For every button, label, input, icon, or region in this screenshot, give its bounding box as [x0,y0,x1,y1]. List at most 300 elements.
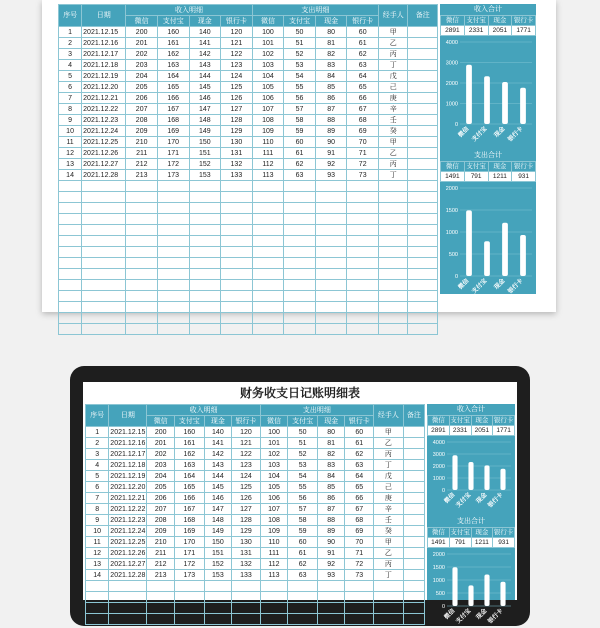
cell-income: 121 [232,438,261,449]
cell-income: 132 [221,159,253,170]
cell-income: 147 [189,104,221,115]
cell-handler: 己 [378,82,407,93]
cell-empty [408,280,438,291]
cell-empty [288,592,318,603]
header-column: 银行卡 [221,16,253,27]
cell-income: 200 [147,427,175,438]
table-row [59,49,438,60]
cell-empty [82,247,126,258]
y-tick-label: 2000 [445,186,458,192]
summary-label: 支付宝 [464,162,488,172]
cell-empty [408,214,438,225]
cell-empty [157,236,189,247]
y-tick-label: 0 [454,274,458,280]
cell-note [403,460,424,471]
cell-empty [189,247,221,258]
cell-empty [378,313,407,324]
cell-expense: 60 [345,427,374,438]
cell-empty [347,214,379,225]
cell-income: 133 [232,570,261,581]
y-tick-label: 3000 [432,452,445,458]
cell-income: 207 [147,504,175,515]
cell-income: 153 [204,570,232,581]
cell-empty [189,291,221,302]
cell-empty [82,258,126,269]
cell-expense: 109 [260,526,288,537]
table-row [86,537,425,548]
cell-expense: 100 [260,427,288,438]
cell-date: 2021.12.16 [82,38,126,49]
cell-expense: 84 [315,71,347,82]
cell-expense: 111 [252,148,284,159]
cell-expense: 57 [284,104,316,115]
table-row [86,570,425,581]
cell-expense: 108 [252,115,284,126]
cell-seq: 7 [59,93,82,104]
cell-expense: 62 [284,159,316,170]
cell-date: 2021.12.17 [82,49,126,60]
cell-seq: 1 [59,27,82,38]
cell-income: 122 [221,49,253,60]
cell-income: 201 [147,438,175,449]
cell-empty [403,603,424,614]
cell-expense: 86 [317,493,345,504]
cell-expense: 64 [345,471,374,482]
header-column: 微信 [126,16,158,27]
cell-empty [147,614,175,625]
cell-empty [408,313,438,324]
cell-empty [221,258,253,269]
cell-expense: 55 [288,482,318,493]
cell-empty [59,225,82,236]
cell-handler: 丁 [378,60,407,71]
cell-empty [189,280,221,291]
x-tick-label: 银行卡 [487,492,505,510]
cell-seq: 3 [86,449,109,460]
cell-empty [315,302,347,313]
cell-empty [157,302,189,313]
cell-note [408,148,438,159]
summary-label: 微信 [428,528,450,538]
cell-income: 165 [157,82,189,93]
cell-expense: 58 [288,515,318,526]
table-row [59,104,438,115]
cell-handler: 戊 [374,471,404,482]
cell-income: 145 [204,482,232,493]
cell-expense: 87 [315,104,347,115]
header-expense: 支出明细 [260,405,373,416]
x-tick-label: 微信 [457,278,471,291]
cell-empty [252,313,284,324]
cell-seq: 5 [86,471,109,482]
cell-income: 212 [147,559,175,570]
cell-expense: 101 [252,38,284,49]
cell-empty [347,291,379,302]
summary-value: 1771 [493,426,515,436]
cell-expense: 113 [260,570,288,581]
table-row [59,137,438,148]
cell-empty [59,280,82,291]
summary-value: 1491 [441,172,465,182]
cell-empty [378,192,407,203]
cell-income: 169 [157,126,189,137]
x-tick-label: 银行卡 [507,126,525,144]
cell-expense: 88 [315,115,347,126]
header-note: 备注 [408,5,438,27]
summary-values-row [441,172,536,182]
cell-empty [284,214,316,225]
cell-empty [252,324,284,335]
cell-seq: 5 [59,71,82,82]
cell-empty [252,225,284,236]
summary-bar-chart [427,436,515,512]
cell-empty [284,291,316,302]
summary-label: 银行卡 [493,528,514,536]
cell-expense: 66 [347,93,379,104]
cell-empty [378,302,407,313]
cell-income: 147 [204,504,232,515]
table-row [59,291,438,302]
x-tick-label: 现金 [475,492,489,505]
cell-date: 2021.12.25 [110,538,146,546]
cell-empty [260,592,288,603]
cell-handler: 壬 [374,515,404,526]
cell-expense: 71 [347,148,379,159]
cell-empty [315,203,347,214]
table-row [86,548,425,559]
summary-value: 1771 [512,26,536,36]
summary-bar-chart [440,182,536,298]
cell-seq: 6 [59,82,82,93]
bar [520,235,526,276]
table-row [86,493,425,504]
cell-expense: 85 [317,482,345,493]
cell-expense: 61 [284,148,316,159]
cell-handler: 庚 [378,93,407,104]
cell-empty [408,258,438,269]
cell-income: 152 [189,159,221,170]
cell-empty [232,614,261,625]
cell-handler: 乙 [378,38,407,49]
cell-empty [378,214,407,225]
cell-empty [189,225,221,236]
bar [484,465,489,490]
summary-value: 931 [493,538,515,548]
cell-seq: 2 [59,38,82,49]
summary-values-row [428,426,515,436]
cell-handler: 甲 [378,137,407,148]
ledger-table [85,404,425,625]
cell-date: 2021.12.27 [110,560,146,568]
cell-income: 126 [232,493,261,504]
cell-income: 124 [221,71,253,82]
cell-empty [126,258,158,269]
cell-empty [204,592,232,603]
cell-income: 202 [126,49,158,60]
table-row [59,93,438,104]
cell-handler: 丙 [374,559,404,570]
cell-empty [315,236,347,247]
cell-empty [378,236,407,247]
cell-income: 125 [232,482,261,493]
cell-income: 129 [232,526,261,537]
cell-empty [378,203,407,214]
table-row [86,603,425,614]
cell-empty [221,236,253,247]
cell-handler: 丁 [374,460,404,471]
cell-income: 172 [157,159,189,170]
y-tick-label: 4000 [445,40,458,46]
cell-income: 201 [126,38,158,49]
cell-empty [284,324,316,335]
header-column: 现金 [315,16,347,27]
cell-income: 205 [126,82,158,93]
cell-income: 210 [147,537,175,548]
table-row [86,592,425,603]
cell-empty [126,225,158,236]
cell-income: 146 [204,493,232,504]
summary-bar-chart [440,36,536,146]
cell-date: 2021.12.15 [110,428,146,436]
x-tick-label: 支付宝 [471,126,489,144]
header-column: 支付宝 [288,416,318,427]
cell-income: 148 [189,115,221,126]
cell-expense: 88 [317,515,345,526]
cell-expense: 55 [284,82,316,93]
cell-empty [59,247,82,258]
summary-table [440,161,536,182]
cell-empty [157,269,189,280]
cell-income: 166 [157,93,189,104]
summary-value: 1211 [488,172,512,182]
cell-empty [157,214,189,225]
cell-expense: 60 [284,137,316,148]
header-note: 备注 [403,405,424,427]
cell-empty [252,258,284,269]
cell-empty [59,269,82,280]
table-row [59,60,438,71]
cell-empty [252,214,284,225]
cell-income: 204 [126,71,158,82]
y-tick-label: 1500 [432,565,445,571]
x-tick-label: 银行卡 [507,278,525,296]
cell-date: 2021.12.20 [110,483,146,491]
table-row [59,148,438,159]
summary-values-row [441,26,536,36]
cell-income: 131 [232,548,261,559]
cell-date: 2021.12.24 [82,126,126,137]
cell-empty [126,236,158,247]
cell-income: 164 [157,71,189,82]
cell-date: 2021.12.26 [82,148,126,159]
y-tick-label: 3000 [445,60,458,67]
cell-empty [59,203,82,214]
cell-empty [221,225,253,236]
cell-expense: 53 [284,60,316,71]
cell-empty [59,214,82,225]
cell-date: 2021.12.19 [82,71,126,82]
cell-empty [126,313,158,324]
summary-panel [440,4,536,294]
cell-income: 152 [204,559,232,570]
cell-empty [317,581,345,592]
cell-expense: 102 [260,449,288,460]
cell-empty [284,302,316,313]
cell-seq: 4 [59,60,82,71]
table-row [59,126,438,137]
cell-expense: 112 [252,159,284,170]
cell-empty [147,581,175,592]
cell-income: 173 [157,170,189,181]
cell-income: 171 [174,548,204,559]
cell-expense: 82 [315,49,347,60]
bar [484,76,490,124]
cell-expense: 51 [288,438,318,449]
cell-expense: 80 [317,427,345,438]
cell-income: 140 [189,27,221,38]
cell-seq: 12 [59,148,82,159]
cell-handler: 甲 [374,537,404,548]
cell-handler: 丁 [374,570,404,581]
cell-empty [82,324,126,335]
cell-expense: 56 [284,93,316,104]
cell-empty [408,302,438,313]
cell-empty [284,247,316,258]
cell-empty [374,581,404,592]
bar [502,223,508,276]
cell-empty [157,324,189,335]
cell-handler: 庚 [374,493,404,504]
cell-empty [408,203,438,214]
cell-expense: 112 [260,559,288,570]
header-column: 微信 [147,416,175,427]
x-tick-label: 银行卡 [487,608,505,626]
cell-empty [147,592,175,603]
cell-expense: 84 [317,471,345,482]
table-row [59,214,438,225]
cell-empty [59,291,82,302]
cell-handler: 癸 [378,126,407,137]
cell-expense: 90 [315,137,347,148]
summary-table [427,415,515,436]
table-row [59,38,438,49]
cell-handler: 丙 [378,159,407,170]
header-column: 支付宝 [157,16,189,27]
cell-empty [232,603,261,614]
cell-empty [347,302,379,313]
bar [484,241,490,276]
y-tick-label: 1000 [445,101,458,108]
table-row [59,192,438,203]
cell-expense: 107 [260,504,288,515]
cell-income: 203 [126,60,158,71]
cell-income: 212 [126,159,158,170]
cell-empty [408,324,438,335]
cell-expense: 105 [260,482,288,493]
cell-seq: 8 [86,504,109,515]
table-row [86,449,425,460]
cell-empty [221,181,253,192]
cell-seq: 14 [59,170,82,181]
y-tick-label: 1000 [432,476,445,482]
cell-empty [378,181,407,192]
cell-income: 207 [126,104,158,115]
cell-note [403,471,424,482]
cell-empty [109,603,147,614]
cell-date: 2021.12.22 [110,505,146,513]
cell-note [403,449,424,460]
y-tick-label: 1000 [445,230,458,236]
cell-income: 170 [174,537,204,548]
cell-empty [252,291,284,302]
cell-expense: 66 [345,493,374,504]
cell-expense: 61 [288,548,318,559]
cell-expense: 100 [252,27,284,38]
cell-empty [174,592,204,603]
cell-income: 167 [174,504,204,515]
header-column: 银行卡 [347,16,379,27]
cell-note [408,137,438,148]
y-tick-label: 500 [435,591,445,597]
cell-expense: 101 [260,438,288,449]
cell-empty [347,280,379,291]
cell-income: 123 [221,60,253,71]
cell-empty [347,203,379,214]
cell-empty [109,581,147,592]
cell-income: 120 [221,27,253,38]
cell-income: 142 [189,49,221,60]
cell-income: 128 [232,515,261,526]
cell-expense: 73 [347,170,379,181]
cell-expense: 89 [315,126,347,137]
cell-income: 205 [147,482,175,493]
cell-empty [189,203,221,214]
table-row [59,159,438,170]
header-seq: 序号 [59,5,82,27]
cell-empty [82,291,126,302]
cell-income: 208 [126,115,158,126]
cell-empty [252,302,284,313]
cell-expense: 65 [345,482,374,493]
cell-note [403,537,424,548]
table-row [86,438,425,449]
cell-empty [284,225,316,236]
cell-seq: 13 [59,159,82,170]
cell-empty [157,280,189,291]
cell-date: 2021.12.18 [82,60,126,71]
cell-income: 164 [174,471,204,482]
cell-expense: 53 [288,460,318,471]
summary-label: 银行卡 [512,162,536,172]
cell-income: 209 [147,526,175,537]
cell-income: 160 [157,27,189,38]
cell-expense: 81 [317,438,345,449]
cell-date: 2021.12.21 [110,494,146,502]
table-row [59,280,438,291]
cell-handler: 己 [374,482,404,493]
cell-empty [126,291,158,302]
bar [500,469,505,490]
cell-empty [284,236,316,247]
summary-labels-row [428,528,515,538]
cell-empty [147,603,175,614]
cell-income: 130 [232,537,261,548]
cell-expense: 63 [347,60,379,71]
cell-empty [221,203,253,214]
cell-income: 141 [189,38,221,49]
x-tick-label: 现金 [493,278,507,291]
cell-income: 165 [174,482,204,493]
